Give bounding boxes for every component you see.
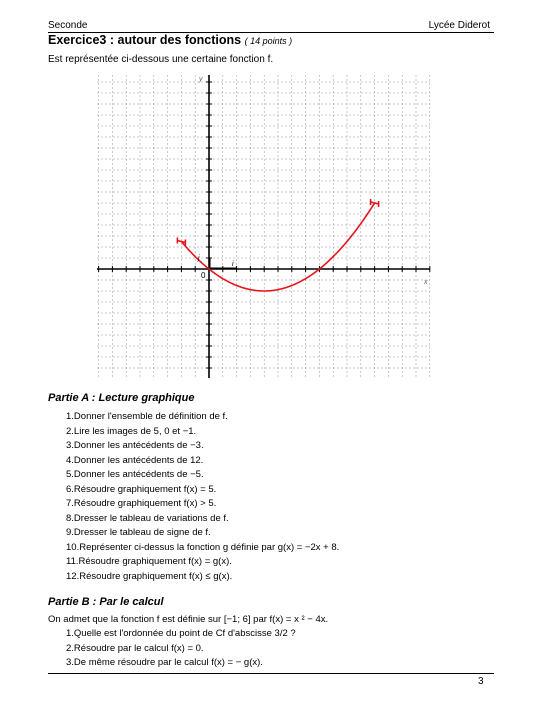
part-b-heading: Partie B : Par le calcul bbox=[48, 596, 164, 608]
part-a-question: 4.Donner les antécédents de 12. bbox=[66, 454, 204, 466]
part-a-question: 2.Lire les images de 5, 0 et −1. bbox=[66, 425, 197, 437]
part-a-question: 9.Dresser le tableau de signe de f. bbox=[66, 527, 211, 538]
part-a-question: 3.Donner les antécédents de −3. bbox=[66, 440, 204, 451]
unit-i-label: i bbox=[232, 261, 234, 268]
part-a-question: 6.Résoudre graphiquement f(x) = 5. bbox=[66, 483, 217, 495]
exercise-title-text: Exercice3 : autour des fonctions bbox=[48, 33, 242, 47]
curve-endpoints bbox=[177, 199, 378, 246]
graph-grid bbox=[97, 75, 430, 378]
part-a-heading: Partie A : Lecture graphique bbox=[48, 392, 195, 404]
part-b-question: 2.Résoudre par le calcul f(x) = 0. bbox=[66, 642, 204, 654]
part-a-question: 11.Résoudre graphiquement f(x) = g(x). bbox=[66, 556, 232, 567]
origin-label: 0 bbox=[201, 271, 206, 280]
part-a-question: 7.Résoudre graphiquement f(x) > 5. bbox=[66, 498, 217, 509]
part-a-question: 10.Représenter ci-dessus la fonction g définie par g(x) = −2x + 8. bbox=[66, 541, 340, 553]
part-a-questions bbox=[66, 410, 339, 584]
endpoint-cap bbox=[371, 202, 379, 204]
part-b-question: 3.De même résoudre par le calcul f(x) = − g(x). bbox=[66, 657, 263, 668]
page-number: 3 bbox=[478, 676, 484, 687]
y-axis-label: y bbox=[199, 76, 203, 83]
endpoint-cap bbox=[177, 241, 185, 243]
footer-rule bbox=[48, 673, 494, 674]
x-axis-label: x bbox=[424, 279, 428, 286]
part-a-question: 1.Donner l'ensemble de définition de f. bbox=[66, 411, 228, 422]
unit-j-label: j bbox=[198, 255, 200, 262]
part-a-question: 8.Dresser le tableau de variations de f. bbox=[66, 512, 229, 524]
header-left: Seconde bbox=[48, 20, 88, 31]
part-a-question: 5.Donner les antécédents de −5. bbox=[66, 469, 204, 480]
exercise-points: ( 14 points ) bbox=[244, 36, 293, 46]
graph-axes bbox=[97, 75, 430, 378]
header-right: Lycée Diderot bbox=[428, 20, 490, 31]
intro-text: Est représentée ci-dessous une certaine fonction f. bbox=[48, 54, 274, 65]
part-a-question: 12.Résoudre graphiquement f(x) ≤ g(x). bbox=[66, 570, 233, 582]
part-b-intro: On admet que la fonction f est définie sur [−1; 6] par f(x) = x ² − 4x. bbox=[48, 614, 329, 625]
part-b-questions bbox=[66, 627, 296, 671]
part-b-question: 1.Quelle est l'ordonnée du point de Cf d'abscisse 3/2 ? bbox=[66, 628, 296, 639]
